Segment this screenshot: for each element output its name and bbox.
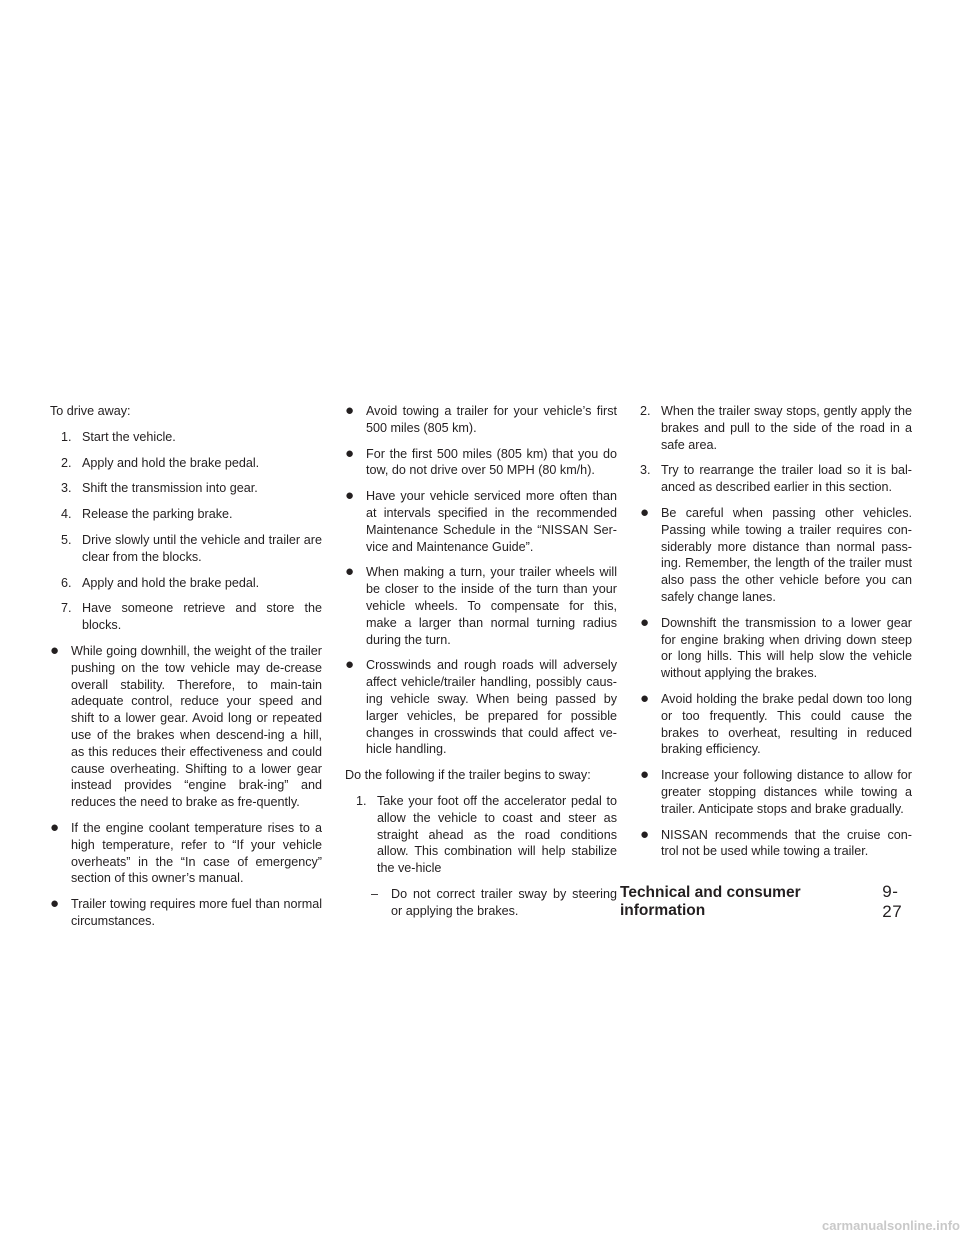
sway-intro: Do the following if the trailer begins to sway:	[345, 768, 591, 783]
bullet-icon: ●	[640, 503, 650, 521]
bullet-icon: ●	[345, 444, 355, 462]
step-item: 2. When the trailer sway stops, gently apply the brakes and pull to the side of the road in a safe area.	[640, 404, 912, 452]
bullet-icon: ●	[345, 402, 355, 419]
section-title: Technical and consumer information	[620, 884, 801, 919]
bullet-icon: ●	[640, 613, 650, 631]
bullet-item: ● For the first 500 miles (805 km) that you do tow, do not drive over 50 MPH (80 km/h).	[345, 444, 617, 478]
bullet-item: ● While going downhill, the weight of the trailer pushing on the tow vehicle may de-crease overall stability. Therefore, to main-tain adequate control, reduce your speed and shift to a lower gear. Avoid long or repeated use of the brakes when descend-ing a hill, as this reduces their effectiveness and could cause overheating. Shifting to a lower gear instead provides “engine brak-ing” and reduces the need to brake as fre-quently.	[50, 641, 322, 810]
column-middle	[345, 403, 617, 929]
step-item: 3. Shift the transmission into gear.	[61, 481, 258, 496]
step-item: 5. Drive slowly until the vehicle and trailer are clear from the blocks.	[61, 532, 322, 564]
step-item: 1. Take your foot off the accelerator pedal to allow the vehicle to coast and steer as straight ahead as the road conditions allow. This combination will help stabilize the ve-hicle	[356, 793, 617, 876]
bullet-icon: ●	[345, 487, 355, 505]
bullet-item: ● If the engine coolant temperature rises to a high temperature, refer to “If your vehicle overheats” in the “In case of emergency” section of this owner’s manual.	[50, 818, 322, 886]
bullet-icon: ●	[50, 818, 60, 836]
drive-away-steps	[50, 429, 322, 634]
bullet-item: ● Crosswinds and rough roads will adversely affect vehicle/trailer handling, possibly caus-ing vehicle sway. When being passed by larger vehicles, be prepared for possible changes in crosswinds that could affect ve-hicle handling.	[345, 656, 617, 757]
bullet-icon: ●	[345, 656, 355, 674]
bullet-item: ● Be careful when passing other vehicles. Passing while towing a trailer requires con-siderably more distance than normal pass-ing. Remember, the length of the trailer must also pass the other vehicle before you can safely change lanes.	[640, 503, 912, 604]
step-item: 1. Start the vehicle.	[61, 429, 176, 444]
step-item: 6. Apply and hold the brake pedal.	[61, 575, 260, 590]
bullet-icon: ●	[640, 766, 650, 784]
bullet-item: ● When making a turn, your trailer wheels will be closer to the inside of the turn than your vehicle wheels. To compensate for this, make a larger than normal turning radius during the turn.	[345, 563, 617, 647]
bullet-item: ● Trailer towing requires more fuel than normal circumstances.	[50, 895, 322, 928]
bullet-item: ● NISSAN recommends that the cruise con-trol not be used while towing a trailer.	[640, 825, 912, 859]
dash-item: – Do not correct trailer sway by steering or applying the brakes.	[371, 886, 617, 918]
column-right	[640, 403, 912, 869]
column-left	[50, 403, 322, 939]
bullet-item: ● Avoid holding the brake pedal down too long or too frequently. This could cause the brakes to overheat, resulting in reduced braking efficiency.	[640, 689, 912, 757]
page-number: 9-27	[882, 882, 903, 921]
page-footer	[620, 882, 916, 922]
intro-text: To drive away:	[50, 404, 131, 418]
bullet-icon: ●	[50, 895, 60, 913]
bullet-item: ● Increase your following distance to allow for greater stopping distances while towing a trailer. Anticipate stops and brake gradually.	[640, 766, 912, 816]
bullet-item: ● Have your vehicle serviced more often than at intervals specified in the recommended Maintenance Schedule in the “NISSAN Ser-vice and Maintenance Guide”.	[345, 487, 617, 554]
step-item: 7. Have someone retrieve and store the blocks.	[61, 601, 322, 633]
bullet-icon: ●	[50, 641, 60, 659]
step-item: 2. Apply and hold the brake pedal.	[61, 455, 260, 470]
bullet-icon: ●	[345, 563, 355, 581]
step-item: 4. Release the parking brake.	[61, 507, 233, 522]
bullet-item: ● Downshift the transmission to a lower gear for engine braking when driving down steep or long hills. This will help slow the vehicle without applying the brakes.	[640, 613, 912, 681]
bullet-item: ● Avoid towing a trailer for your vehicle’s first 500 miles (805 km).	[345, 402, 617, 435]
sway-steps	[345, 793, 617, 877]
watermark: carmanualsonline.info	[822, 1218, 960, 1233]
bullet-icon: ●	[640, 825, 650, 843]
bullet-icon: ●	[640, 689, 650, 707]
dash-icon: –	[371, 886, 379, 901]
step-item: 3. Try to rearrange the trailer load so it is bal-anced as described earlier in this section.	[640, 463, 912, 495]
